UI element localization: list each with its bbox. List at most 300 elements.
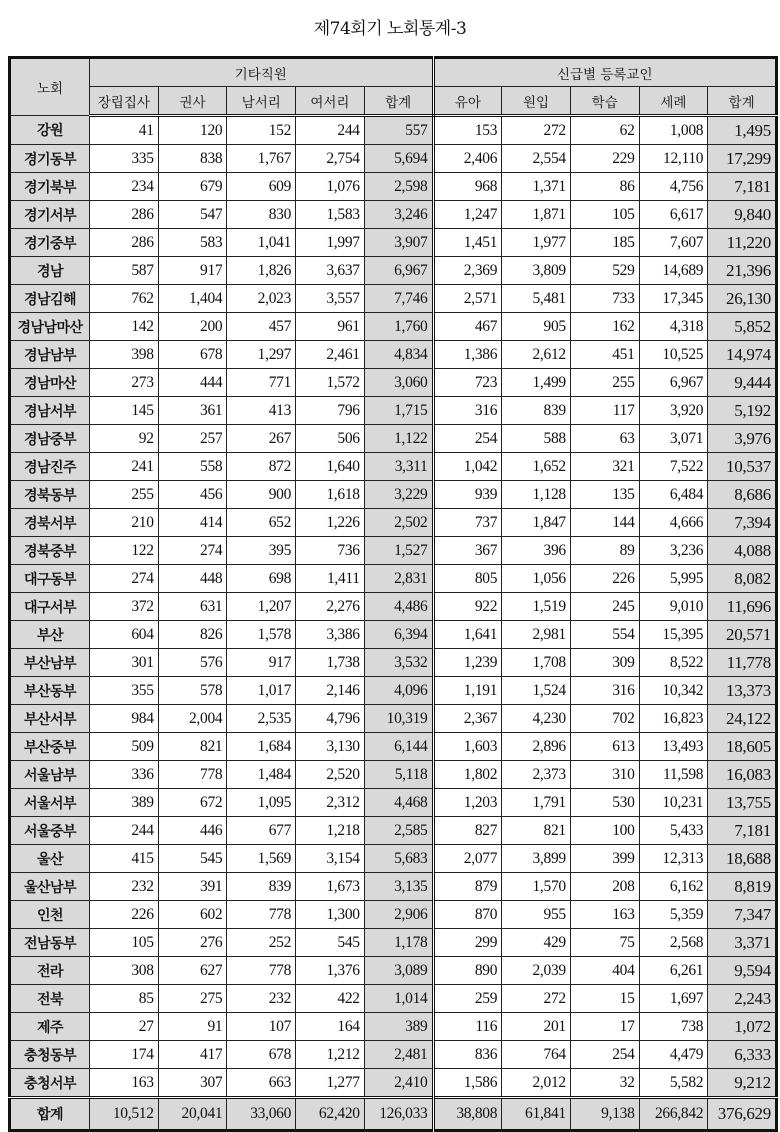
value-cell: 2,520	[296, 761, 365, 789]
header-col: 세례	[639, 87, 708, 116]
subtotal-cell: 26,130	[708, 285, 777, 313]
value-cell: 604	[90, 621, 159, 649]
value-cell: 10,512	[90, 1098, 159, 1131]
value-cell: 702	[570, 705, 639, 733]
subtotal-cell: 5,118	[364, 761, 433, 789]
subtotal-cell: 3,532	[364, 649, 433, 677]
value-cell: 529	[570, 257, 639, 285]
presbytery-name: 경기서부	[10, 201, 90, 229]
subtotal-cell: 1,527	[364, 537, 433, 565]
value-cell: 778	[158, 761, 227, 789]
subtotal-cell: 7,181	[708, 173, 777, 201]
value-cell: 164	[296, 1013, 365, 1041]
value-cell: 827	[433, 817, 502, 845]
value-cell: 2,461	[296, 341, 365, 369]
value-cell: 663	[227, 1069, 296, 1098]
table-row	[10, 593, 777, 621]
subtotal-cell: 6,144	[364, 733, 433, 761]
header-col: 유아	[433, 87, 502, 116]
value-cell: 232	[227, 985, 296, 1013]
subtotal-cell: 2,243	[708, 985, 777, 1013]
presbytery-name: 경북서부	[10, 509, 90, 537]
value-cell: 174	[90, 1041, 159, 1069]
value-cell: 771	[227, 369, 296, 397]
value-cell: 63	[570, 425, 639, 453]
value-cell: 3,154	[296, 845, 365, 873]
header-col: 원입	[502, 87, 571, 116]
value-cell: 456	[158, 481, 227, 509]
value-cell: 737	[433, 509, 502, 537]
value-cell: 939	[433, 481, 502, 509]
value-cell: 259	[433, 985, 502, 1013]
subtotal-cell: 6,333	[708, 1041, 777, 1069]
value-cell: 1,277	[296, 1069, 365, 1098]
value-cell: 75	[570, 929, 639, 957]
presbytery-name: 대구동부	[10, 565, 90, 593]
subtotal-cell: 14,974	[708, 341, 777, 369]
table-row	[10, 985, 777, 1013]
value-cell: 422	[296, 985, 365, 1013]
presbytery-name: 대구서부	[10, 593, 90, 621]
value-cell: 254	[570, 1041, 639, 1069]
value-cell: 41	[90, 116, 159, 145]
subtotal-cell: 389	[364, 1013, 433, 1041]
value-cell: 1,042	[433, 453, 502, 481]
value-cell: 4,666	[639, 509, 708, 537]
header-presbytery: 노회	[10, 58, 90, 116]
table-row	[10, 901, 777, 929]
value-cell: 27	[90, 1013, 159, 1041]
value-cell: 15,395	[639, 621, 708, 649]
value-cell: 4,479	[639, 1041, 708, 1069]
subtotal-cell: 13,373	[708, 677, 777, 705]
subtotal-cell: 13,755	[708, 789, 777, 817]
value-cell: 1,371	[502, 173, 571, 201]
presbytery-name: 부산서부	[10, 705, 90, 733]
subtotal-cell: 5,192	[708, 397, 777, 425]
value-cell: 13,493	[639, 733, 708, 761]
table-row	[10, 733, 777, 761]
value-cell: 153	[433, 116, 502, 145]
presbytery-name: 경북중부	[10, 537, 90, 565]
subtotal-cell: 2,585	[364, 817, 433, 845]
value-cell: 1,997	[296, 229, 365, 257]
value-cell: 1,212	[296, 1041, 365, 1069]
value-cell: 226	[570, 565, 639, 593]
presbytery-name: 울산남부	[10, 873, 90, 901]
presbytery-name: 울산	[10, 845, 90, 873]
table-row	[10, 257, 777, 285]
subtotal-cell: 1,072	[708, 1013, 777, 1041]
value-cell: 234	[90, 173, 159, 201]
value-cell: 307	[158, 1069, 227, 1098]
table-row	[10, 873, 777, 901]
subtotal-cell: 2,598	[364, 173, 433, 201]
value-cell: 241	[90, 453, 159, 481]
value-cell: 38,808	[433, 1098, 502, 1131]
value-cell: 6,617	[639, 201, 708, 229]
subtotal-cell: 6,394	[364, 621, 433, 649]
value-cell: 10,231	[639, 789, 708, 817]
value-cell: 3,637	[296, 257, 365, 285]
value-cell: 267	[227, 425, 296, 453]
subtotal-cell: 4,834	[364, 341, 433, 369]
value-cell: 1,128	[502, 481, 571, 509]
value-cell: 583	[158, 229, 227, 257]
table-body	[10, 116, 777, 1131]
value-cell: 185	[570, 229, 639, 257]
table-row	[10, 705, 777, 733]
subtotal-cell: 4,486	[364, 593, 433, 621]
value-cell: 1,226	[296, 509, 365, 537]
page-title: 제74회기 노회통계-3	[313, 19, 467, 39]
value-cell: 796	[296, 397, 365, 425]
value-cell: 2,373	[502, 761, 571, 789]
value-cell: 2,612	[502, 341, 571, 369]
value-cell: 1,652	[502, 453, 571, 481]
value-cell: 3,236	[639, 537, 708, 565]
value-cell: 1,203	[433, 789, 502, 817]
value-cell: 1,618	[296, 481, 365, 509]
subtotal-cell: 4,096	[364, 677, 433, 705]
subtotal-cell: 20,571	[708, 621, 777, 649]
value-cell: 321	[570, 453, 639, 481]
value-cell: 1,871	[502, 201, 571, 229]
value-cell: 2,754	[296, 145, 365, 173]
value-cell: 5,481	[502, 285, 571, 313]
value-cell: 547	[158, 201, 227, 229]
value-cell: 652	[227, 509, 296, 537]
value-cell: 1,076	[296, 173, 365, 201]
value-cell: 7,607	[639, 229, 708, 257]
table-row	[10, 369, 777, 397]
table-row	[10, 957, 777, 985]
value-cell: 257	[158, 425, 227, 453]
value-cell: 162	[570, 313, 639, 341]
subtotal-cell: 1,715	[364, 397, 433, 425]
subtotal-cell: 9,840	[708, 201, 777, 229]
value-cell: 398	[90, 341, 159, 369]
value-cell: 723	[433, 369, 502, 397]
value-cell: 1,572	[296, 369, 365, 397]
presbytery-name: 전북	[10, 985, 90, 1013]
subtotal-cell: 2,831	[364, 565, 433, 593]
value-cell: 900	[227, 481, 296, 509]
value-cell: 100	[570, 817, 639, 845]
value-cell: 232	[90, 873, 159, 901]
value-cell: 308	[90, 957, 159, 985]
value-cell: 244	[296, 116, 365, 145]
value-cell: 2,077	[433, 845, 502, 873]
value-cell: 145	[90, 397, 159, 425]
value-cell: 1,603	[433, 733, 502, 761]
value-cell: 558	[158, 453, 227, 481]
subtotal-cell: 9,444	[708, 369, 777, 397]
value-cell: 2,023	[227, 285, 296, 313]
subtotal-cell: 10,319	[364, 705, 433, 733]
value-cell: 1,499	[502, 369, 571, 397]
value-cell: 890	[433, 957, 502, 985]
value-cell: 91	[158, 1013, 227, 1041]
value-cell: 3,920	[639, 397, 708, 425]
value-cell: 226	[90, 901, 159, 929]
table-row	[10, 649, 777, 677]
value-cell: 821	[502, 817, 571, 845]
value-cell: 905	[502, 313, 571, 341]
value-cell: 1,451	[433, 229, 502, 257]
value-cell: 578	[158, 677, 227, 705]
value-cell: 451	[570, 341, 639, 369]
presbytery-name: 경남중부	[10, 425, 90, 453]
value-cell: 20,041	[158, 1098, 227, 1131]
value-cell: 1,767	[227, 145, 296, 173]
value-cell: 122	[90, 537, 159, 565]
value-cell: 545	[296, 929, 365, 957]
value-cell: 984	[90, 705, 159, 733]
value-cell: 120	[158, 116, 227, 145]
value-cell: 5,359	[639, 901, 708, 929]
subtotal-cell: 6,967	[364, 257, 433, 285]
value-cell: 274	[90, 565, 159, 593]
value-cell: 457	[227, 313, 296, 341]
value-cell: 917	[158, 257, 227, 285]
value-cell: 6,484	[639, 481, 708, 509]
value-cell: 336	[90, 761, 159, 789]
value-cell: 733	[570, 285, 639, 313]
value-cell: 1,570	[502, 873, 571, 901]
value-cell: 506	[296, 425, 365, 453]
presbytery-name: 부산중부	[10, 733, 90, 761]
value-cell: 275	[158, 985, 227, 1013]
value-cell: 1,404	[158, 285, 227, 313]
value-cell: 444	[158, 369, 227, 397]
value-cell: 255	[570, 369, 639, 397]
presbytery-name: 경남남마산	[10, 313, 90, 341]
value-cell: 210	[90, 509, 159, 537]
value-cell: 698	[227, 565, 296, 593]
value-cell: 414	[158, 509, 227, 537]
presbytery-name: 서울서부	[10, 789, 90, 817]
value-cell: 826	[158, 621, 227, 649]
value-cell: 922	[433, 593, 502, 621]
value-cell: 955	[502, 901, 571, 929]
value-cell: 395	[227, 537, 296, 565]
subtotal-cell: 1,760	[364, 313, 433, 341]
value-cell: 5,433	[639, 817, 708, 845]
table-row	[10, 116, 777, 145]
value-cell: 738	[639, 1013, 708, 1041]
value-cell: 1,583	[296, 201, 365, 229]
value-cell: 117	[570, 397, 639, 425]
value-cell: 1,411	[296, 565, 365, 593]
subtotal-cell: 11,696	[708, 593, 777, 621]
value-cell: 105	[570, 201, 639, 229]
subtotal-cell: 21,396	[708, 257, 777, 285]
value-cell: 152	[227, 116, 296, 145]
value-cell: 286	[90, 229, 159, 257]
value-cell: 917	[227, 649, 296, 677]
table-row	[10, 845, 777, 873]
value-cell: 252	[227, 929, 296, 957]
value-cell: 631	[158, 593, 227, 621]
subtotal-cell: 5,852	[708, 313, 777, 341]
value-cell: 968	[433, 173, 502, 201]
presbytery-name: 경남서부	[10, 397, 90, 425]
value-cell: 17,345	[639, 285, 708, 313]
header-group-other-staff: 기타직원	[90, 58, 434, 87]
value-cell: 9,010	[639, 593, 708, 621]
presbytery-name: 전남동부	[10, 929, 90, 957]
value-cell: 316	[433, 397, 502, 425]
subtotal-cell: 3,371	[708, 929, 777, 957]
subtotal-cell: 1,178	[364, 929, 433, 957]
table-row	[10, 481, 777, 509]
presbytery-name: 서울중부	[10, 817, 90, 845]
table-row	[10, 789, 777, 817]
subtotal-cell: 7,394	[708, 509, 777, 537]
value-cell: 413	[227, 397, 296, 425]
value-cell: 602	[158, 901, 227, 929]
value-cell: 764	[502, 1041, 571, 1069]
value-cell: 6,162	[639, 873, 708, 901]
subtotal-cell: 8,686	[708, 481, 777, 509]
presbytery-name: 부산남부	[10, 649, 90, 677]
value-cell: 367	[433, 537, 502, 565]
value-cell: 14,689	[639, 257, 708, 285]
value-cell: 2,554	[502, 145, 571, 173]
value-cell: 1,640	[296, 453, 365, 481]
table-row	[10, 229, 777, 257]
value-cell: 1,484	[227, 761, 296, 789]
table-row	[10, 425, 777, 453]
value-cell: 3,071	[639, 425, 708, 453]
table-row	[10, 537, 777, 565]
value-cell: 2,367	[433, 705, 502, 733]
presbytery-name: 경기동부	[10, 145, 90, 173]
value-cell: 778	[227, 901, 296, 929]
subtotal-cell: 5,683	[364, 845, 433, 873]
value-cell: 5,995	[639, 565, 708, 593]
value-cell: 2,012	[502, 1069, 571, 1098]
value-cell: 135	[570, 481, 639, 509]
header-col: 합계	[364, 87, 433, 116]
table-row	[10, 1041, 777, 1069]
value-cell: 1,847	[502, 509, 571, 537]
table-row	[10, 929, 777, 957]
value-cell: 244	[90, 817, 159, 845]
value-cell: 2,981	[502, 621, 571, 649]
value-cell: 545	[158, 845, 227, 873]
subtotal-cell: 2,410	[364, 1069, 433, 1098]
value-cell: 85	[90, 985, 159, 1013]
value-cell: 1,708	[502, 649, 571, 677]
value-cell: 762	[90, 285, 159, 313]
value-cell: 163	[570, 901, 639, 929]
value-cell: 286	[90, 201, 159, 229]
value-cell: 805	[433, 565, 502, 593]
value-cell: 266,842	[639, 1098, 708, 1131]
subtotal-cell: 3,976	[708, 425, 777, 453]
value-cell: 509	[90, 733, 159, 761]
value-cell: 2,146	[296, 677, 365, 705]
value-cell: 3,899	[502, 845, 571, 873]
value-cell: 299	[433, 929, 502, 957]
value-cell: 1,297	[227, 341, 296, 369]
value-cell: 107	[227, 1013, 296, 1041]
presbytery-name: 경북동부	[10, 481, 90, 509]
value-cell: 678	[158, 341, 227, 369]
value-cell: 1,095	[227, 789, 296, 817]
value-cell: 144	[570, 509, 639, 537]
value-cell: 12,110	[639, 145, 708, 173]
value-cell: 274	[158, 537, 227, 565]
value-cell: 879	[433, 873, 502, 901]
value-cell: 1,673	[296, 873, 365, 901]
value-cell: 6,261	[639, 957, 708, 985]
subtotal-cell: 9,212	[708, 1069, 777, 1098]
value-cell: 276	[158, 929, 227, 957]
value-cell: 1,247	[433, 201, 502, 229]
value-cell: 2,406	[433, 145, 502, 173]
value-cell: 2,571	[433, 285, 502, 313]
subtotal-cell: 8,819	[708, 873, 777, 901]
value-cell: 92	[90, 425, 159, 453]
value-cell: 372	[90, 593, 159, 621]
presbytery-name: 강원	[10, 116, 90, 145]
subtotal-cell: 7,746	[364, 285, 433, 313]
value-cell: 6,967	[639, 369, 708, 397]
table-row	[10, 565, 777, 593]
value-cell: 10,525	[639, 341, 708, 369]
value-cell: 16,823	[639, 705, 708, 733]
value-cell: 3,386	[296, 621, 365, 649]
table-row	[10, 1013, 777, 1041]
value-cell: 62,420	[296, 1098, 365, 1131]
value-cell: 554	[570, 621, 639, 649]
value-cell: 7,522	[639, 453, 708, 481]
presbytery-name: 경기중부	[10, 229, 90, 257]
table-row	[10, 145, 777, 173]
subtotal-cell: 11,778	[708, 649, 777, 677]
presbytery-name: 경남진주	[10, 453, 90, 481]
header-col: 합계	[708, 87, 777, 116]
value-cell: 32	[570, 1069, 639, 1098]
value-cell: 672	[158, 789, 227, 817]
value-cell: 467	[433, 313, 502, 341]
presbytery-name: 합계	[10, 1098, 90, 1131]
value-cell: 255	[90, 481, 159, 509]
presbytery-name: 충청서부	[10, 1069, 90, 1098]
subtotal-cell: 18,688	[708, 845, 777, 873]
subtotal-cell: 10,537	[708, 453, 777, 481]
value-cell: 116	[433, 1013, 502, 1041]
value-cell: 208	[570, 873, 639, 901]
subtotal-cell: 18,605	[708, 733, 777, 761]
value-cell: 254	[433, 425, 502, 453]
value-cell: 1,386	[433, 341, 502, 369]
value-cell: 1,826	[227, 257, 296, 285]
value-cell: 1,239	[433, 649, 502, 677]
value-cell: 1,738	[296, 649, 365, 677]
value-cell: 1,684	[227, 733, 296, 761]
presbytery-name: 인천	[10, 901, 90, 929]
value-cell: 530	[570, 789, 639, 817]
header-col: 장립집사	[90, 87, 159, 116]
value-cell: 1,641	[433, 621, 502, 649]
value-cell: 448	[158, 565, 227, 593]
table-row	[10, 285, 777, 313]
value-cell: 273	[90, 369, 159, 397]
